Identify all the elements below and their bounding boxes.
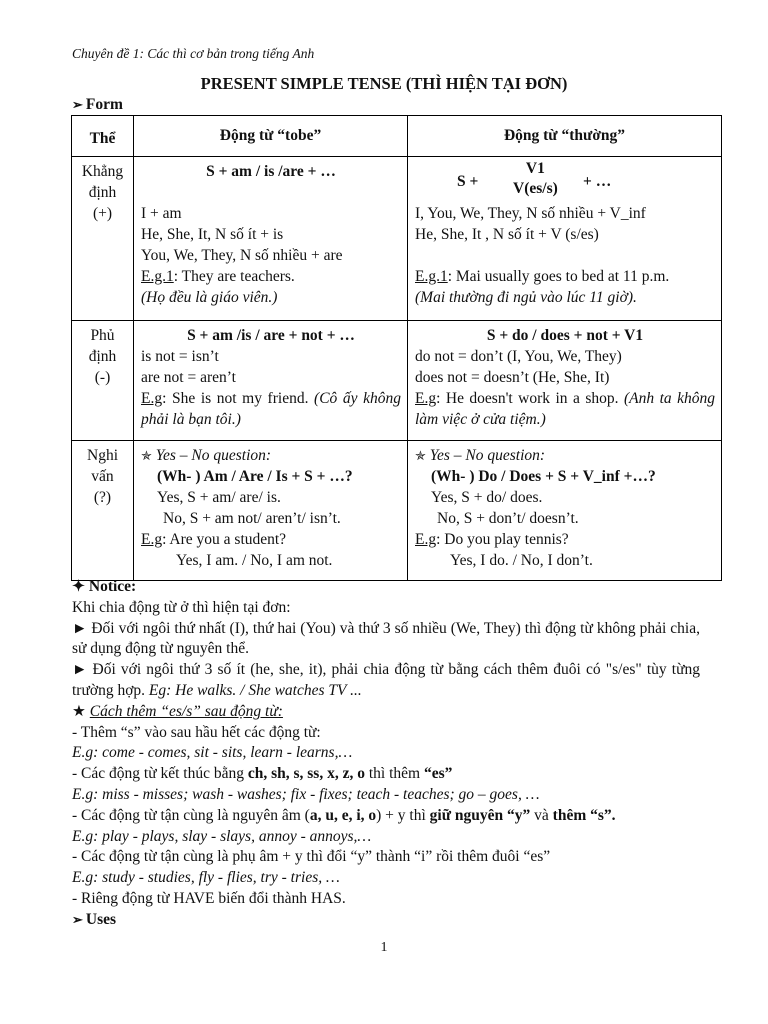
row-label-question: Nghi vấn (?) bbox=[72, 441, 134, 581]
table-row-question bbox=[72, 441, 722, 581]
tobe-affirmative-example: E.g.1: They are teachers. bbox=[141, 268, 295, 285]
verb-negative-formula: S + do / does + not + V1 bbox=[486, 327, 644, 344]
row-label-affirmative: Khẳng định (+) bbox=[72, 157, 134, 321]
tobe-affirmative-formula: S + am / is /are + … bbox=[206, 163, 336, 180]
notice-heading: ✦ Notice: bbox=[72, 578, 137, 595]
tobe-negative-example: E.g: She is not my friend. (Cô ấy không phải là bạn tôi.) bbox=[141, 390, 401, 428]
row-label-negative: Phủ định (-) bbox=[72, 321, 134, 441]
page-title: PRESENT SIMPLE TENSE (THÌ HIỆN TẠI ĐƠN) bbox=[200, 74, 568, 93]
table-row-negative bbox=[72, 321, 722, 441]
tense-form-table bbox=[71, 115, 722, 581]
header-tobe: Động từ “tobe” bbox=[134, 116, 408, 157]
tobe-affirmative-cell: S + am / is /are + … I + am He, She, It, N số ít + is You, We, They, N số nhiều + are E.g.1: They are teachers. (Họ đều là giáo viên.) bbox=[134, 157, 408, 321]
tobe-negative-cell: S + am /is / are + not + … is not = isn’t are not = aren’t E.g: She is not my friend. (Cô ấy không phải là bạn tôi.) bbox=[134, 321, 408, 441]
header-the: Thể bbox=[72, 116, 134, 157]
arrow-bullet-icon: ➢ bbox=[72, 911, 83, 927]
star-icon: ★ bbox=[72, 702, 86, 720]
verb-question-cell: ✯ Yes – No question: (Wh- ) Do / Does + S + V_inf +…? Yes, S + do/ does. No, S + don’t/ doesn’t. E.g: Do you play tennis? Yes, I do. / No, I don’t. bbox=[408, 441, 722, 581]
table-header-row bbox=[72, 116, 722, 157]
tobe-question-example: E.g: Are you a student? bbox=[141, 531, 287, 548]
triangle-bullet-icon: ► bbox=[72, 661, 88, 679]
table-row-affirmative bbox=[72, 157, 722, 321]
verb-affirmative-cell: S + V1 V(es/s) + … I, You, We, They, N số nhiều + V_inf He, She, It , N số ít + V (s/es) E.g.1: Mai usually goes to bed at 11 p.m. (Mai thường đi ngủ vào lúc 11 giờ). bbox=[408, 157, 722, 321]
chapter-header: Chuyên đề 1: Các thì cơ bản trong tiếng Anh bbox=[72, 46, 315, 61]
verb-question-formula: (Wh- ) Do / Does + S + V_inf +…? bbox=[431, 468, 656, 485]
arrow-bullet-icon: ➢ bbox=[72, 97, 83, 112]
verb-affirmative-formula: S + V1 V(es/s) + … bbox=[457, 160, 612, 197]
star-bullet-icon: ✯ bbox=[415, 448, 426, 463]
verb-question-example: E.g: Do you play tennis? bbox=[415, 531, 569, 548]
triangle-bullet-icon: ► bbox=[72, 619, 88, 637]
verb-negative-example: E.g: He doesn't work in a shop. (Anh ta không làm việc ở cửa tiệm.) bbox=[415, 390, 716, 428]
verb-negative-cell: S + do / does + not + V1 do not = don’t (I, You, We, They) does not = doesn’t (He, She, It) E.g: He doesn't work in a shop. (Anh ta không làm việc ở cửa tiệm.) bbox=[408, 321, 722, 441]
tobe-negative-formula: S + am /is / are + not + … bbox=[187, 327, 355, 344]
notice-section: ✦ Notice: Khi chia động từ ở thì hiện tại đơn: ► Đối với ngôi thứ nhất (I), thứ hai (You) và thứ 3 số nhiều (We, They) thì động từ không phải chia, sử dụng động từ nguyên thể. ► Đối với ngôi thứ 3 số ít (he, she, it), phải chia động từ bằng cách thêm đuôi có "s/es" tùy từng trường hợp. Eg: He walks. / She watches TV ... ★ Cách thêm “es/s” sau động từ: - Thêm “s” vào sau hầu hết các động từ: E.g: come - comes, sit - sits, learn - learns,… - Các động từ kết thúc bằng ch, sh, s, ss, x, z, o thì thêm “es” E.g: miss - misses; wash - washes; fix - fixes; teach - teaches; go – goes, … - Các động từ tận cùng là nguyên âm (a, u, e, i, o) + y thì giữ nguyên “y” và thêm “s”. E.g: play - plays, slay - slays, annoy - annoys,… - Các động từ tận cùng là phụ âm + y thì đổi “y” thành “i” rồi thêm đuôi “es” E.g: study - studies, fly - flies, try - tries, … - Riêng động từ HAVE biến đổi thành HAS. ➢ Uses bbox=[72, 577, 700, 931]
uses-heading: ➢ Uses bbox=[72, 910, 700, 931]
verb-affirmative-example: E.g.1: Mai usually goes to bed at 11 p.m. bbox=[415, 268, 670, 285]
star-bullet-icon: ✯ bbox=[141, 448, 152, 463]
tobe-question-cell: ✯ Yes – No question: (Wh- ) Am / Are / Is + S + …? Yes, S + am/ are/ is. No, S + am not/ aren’t/ isn’t. E.g: Are you a student? Yes, I am. / No, I am not. bbox=[134, 441, 408, 581]
tobe-question-formula: (Wh- ) Am / Are / Is + S + …? bbox=[157, 468, 353, 485]
rule-heading: Cách thêm “es/s” sau động từ: bbox=[89, 702, 283, 720]
header-verb: Động từ “thường” bbox=[408, 116, 722, 157]
four-point-star-icon: ✦ bbox=[72, 578, 85, 595]
form-heading: ➢ Form bbox=[72, 96, 123, 113]
page-number: 1 bbox=[380, 940, 388, 955]
